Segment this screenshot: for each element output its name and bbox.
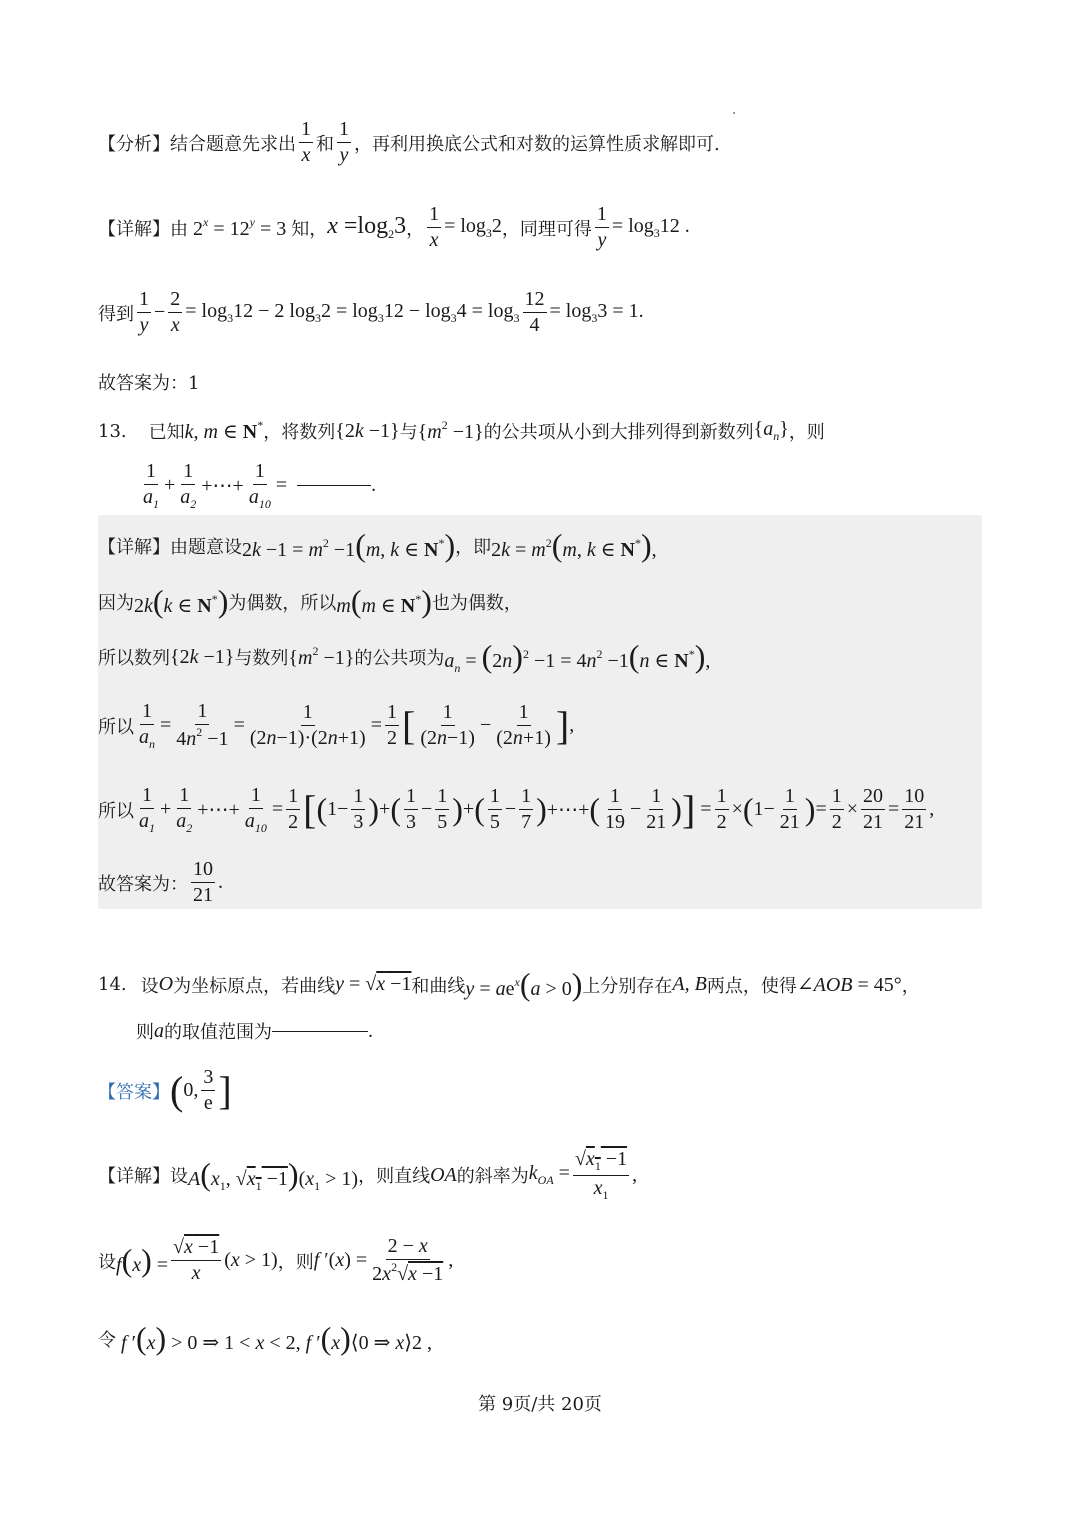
question-14-line-2: 则 a 的取值范围为 . (136, 1019, 373, 1043)
frac-1-4n2: $\frac{1}{4n^2 -1}$ (176, 700, 229, 751)
sol13-seq-b: $\{m^2 -1\}$ (288, 644, 355, 669)
sol13-l2-c: 也为偶数， (431, 592, 522, 614)
sol13-eq-4: m(m ∈ N*) (336, 583, 432, 619)
sol14-fprime: f ′(x) = (313, 1249, 368, 1271)
frac-1-a2: $\frac{1}{a_2}$ (180, 460, 197, 511)
detail2-text-a: 得到 (98, 303, 134, 325)
q14-line2-a: 则 (136, 1022, 154, 1043)
frac-fprime: $\frac{2 - x}{2x^2√x -1}$ (372, 1235, 444, 1285)
frac-1-a1: $\frac{1}{a_1}$ (143, 460, 159, 511)
answer-line-1 (98, 369, 199, 395)
q14-curve-2: $y = ae^x(a > 0)$ (465, 966, 583, 1002)
frac-s-a1: $\frac{1}{a_1}$ (139, 784, 155, 835)
answer-14-label: 【答案】 (98, 1081, 170, 1103)
detail-label: 【详解】 (98, 218, 170, 240)
eq-chain-a: = $\log_312 - 2$ $\log_32 = \log_312 - \log_34 = \log_3$ (185, 299, 520, 325)
q13-text-d: 的公共项从小到大排列得到新数列 (483, 422, 754, 443)
eq-x-log: $x =\log_23$ (327, 213, 407, 241)
frac-half-b: $\frac{1}{2}$ (716, 785, 727, 834)
sol13-line-3 (98, 638, 710, 676)
sol14-line-1: 【详解】 设 $A(x_1$, $√x_1 -1)(x_1 > 1)$ ，则直线 OA 的斜率为 $k_{OA}$ = $\frac{√x_1 -1}{x_1}$ , (98, 1148, 638, 1202)
sol13-l1-a: 由题意设 (170, 536, 242, 558)
frac-1-over-x-b: $\frac{1}{x}$ (429, 203, 440, 251)
sol13-line-1 (98, 527, 657, 564)
frac-1-y: $\frac{1}{y}$ (139, 288, 149, 336)
q14-curve-1: y = √x −1 (335, 973, 412, 995)
q13-text-e: ，则 (788, 422, 825, 443)
frac-fx: $\frac{√x -1}{x}$ (173, 1236, 220, 1284)
q14-angle: ∠AOB = 45° (796, 974, 902, 996)
q14-text-d: 上分别存在 (582, 975, 673, 997)
q14-number: 14. (98, 974, 127, 995)
eq-log3-12: = $\log_312$ . (611, 214, 690, 240)
q14-text-b: 为坐标原点，若曲线 (173, 975, 336, 997)
sol14-monotonic: f ′(x) > 0 ⇒ 1 < x < 2, f ′(x)⟨0 ⇒ x⟩2 , (121, 1320, 433, 1356)
sol13-line-4: 所以 $\frac{1}{a_n}$ = $\frac{1}{4n^2 -1}$ = $\frac{1}{(2n-1)\cdot(2n+1)}$ = $\frac{1}{2}$ [ $\frac{1}{(2n-1)}$ − $\frac{1}{(2n+1)}$ ] , (98, 700, 575, 751)
frac-1-21: $\frac{1}{21}$ (646, 785, 667, 834)
detail-similarly: ，同理可得 (501, 218, 592, 240)
sol14-label: 【详解】 (98, 1166, 170, 1188)
frac-1-over-y: $\frac{1}{y}$ (339, 118, 349, 166)
q14-text-e: 两点，使得 (706, 975, 797, 997)
sol13-line-2 (98, 583, 522, 620)
sol14-oa: OA (430, 1163, 457, 1186)
answer-10-21: $\frac{10}{21}$ (193, 858, 213, 906)
q13-seq-an: $\{a_n\}$ (753, 418, 789, 443)
q14-origin: O (158, 973, 174, 995)
sol14-domain: (x > 1) (224, 1249, 278, 1271)
sol14-l1-a: 设 (170, 1166, 188, 1188)
question-13-line-1 (98, 418, 825, 444)
sol14-l2-a: 设 (98, 1251, 116, 1273)
sol13-l2-a: 因为 (98, 592, 134, 614)
sol14-l2-b: ，则 (277, 1251, 314, 1273)
sol13-l1-b: ，即 (455, 536, 492, 558)
q13-number: 13. (98, 420, 127, 442)
q14-text-a: 设 (140, 975, 159, 997)
detail-line-2: 得到 $\frac{1}{y}$ − $\frac{2}{x}$ = $\log_312 - 2$ $\log_32 = \log_312 - \log_34 = \log_3$ $\frac{12}{4}$ = $\log_33 = 1$. (98, 288, 644, 336)
sol14-line-2: 设 f(x) = $\frac{√x -1}{x}$ (x > 1) ，则 f ′(x) = $\frac{2 - x}{2x^2√x -1}$ , (98, 1235, 454, 1285)
sol13-eq-2: $2k = m^2(m$, k ∈ N*), (491, 527, 657, 563)
sol13-l2-b: 为偶数，所以 (228, 592, 337, 614)
sol13-eq-1: $2k -1 = m^2 -1(m$, k ∈ N*) (242, 527, 456, 563)
sol13-line-5: 所以 $\frac{1}{a_1}$ + $\frac{1}{a_2}$ +⋯+ $\frac{1}{a_{10}}$ = $\frac{1}{2}$ [ ( 1− $\frac{1}{3}$ ) + ( $\frac{1}{3}$ − $\frac{1}{5}$ ) + ( $\frac{1}{5}$ − $\frac{1}{7}$ ) +⋯+ ( $\frac{1}{19}$ − $\frac{1}{21}$ ) ] = $\frac{1}{2}$ × ( 1− $\frac{1}{21}$ ) = $\frac{1}{2}$ × $\frac{20}{21}$ = $\frac{10}{21}$ , (98, 784, 935, 835)
q13-text-a: 已知 (148, 422, 185, 443)
question-13-line-2: $\frac{1}{a_1}$ + $\frac{1}{a_2}$ +⋯+ $\frac{1}{a_{10}}$ = . (143, 460, 377, 511)
sol13-label: 【详解】 (98, 536, 170, 558)
q14-text-c: 和曲线 (411, 975, 466, 997)
analysis-text-b: ，再利用换底公式和对数的运算性质求解即可. (354, 133, 720, 155)
frac-1-5: $\frac{1}{5}$ (437, 785, 448, 834)
q13-set: k, m ∈ N* (184, 418, 264, 443)
frac-2-x: $\frac{2}{x}$ (170, 288, 181, 336)
sol13-l3-a: 所以数列 (98, 648, 170, 669)
frac-1-7: $\frac{1}{7}$ (521, 785, 532, 834)
frac-s-a2: $\frac{1}{a_2}$ (176, 784, 193, 835)
q13-text-c: 与 (399, 422, 418, 443)
sol13-eq-an: $a_n = (2n)^2 -1 = 4n^2 -1(n$ ∈ N*), (444, 638, 711, 675)
sol13-answer-line: 故答案为： $\frac{10}{21}$ . (98, 858, 223, 906)
q13-answer-blank (297, 485, 371, 486)
frac-1-2n-minus: $\frac{1}{(2n-1)}$ (420, 701, 475, 750)
frac-10-21: $\frac{10}{21}$ (904, 785, 925, 834)
frac-1-over-y-b: $\frac{1}{y}$ (596, 203, 607, 251)
answer-1: 故答案为：1 (98, 373, 200, 394)
q14-line2-b: 的取值范围为 (164, 1022, 272, 1043)
frac-slope: $\frac{√x_1 -1}{x_1}$ (574, 1148, 628, 1202)
frac-s-a10: $\frac{1}{a_{10}}$ (244, 784, 267, 835)
q14-answer-blank (272, 1031, 368, 1032)
question-14-line-1: 14. 设 O 为坐标原点，若曲线 y = √x −1 和曲线 $y = ae^x(a > 0)$ 上分别存在 A, B 两点，使得 ∠AOB = 45° ， (98, 966, 920, 1002)
eq-exponent: $2^x = 12^y = 3$ (188, 214, 292, 240)
analysis-text-a: 结合题意先求出 (170, 133, 296, 155)
frac-half-c: $\frac{1}{2}$ (831, 785, 842, 834)
analysis-and: 和 (316, 133, 334, 155)
frac-3-e: $\frac{3}{e}$ (203, 1066, 214, 1114)
frac-1-2n-plus: $\frac{1}{(2n+1)}$ (496, 701, 551, 750)
frac-half: $\frac{1}{2}$ (387, 701, 398, 750)
sol13-l4-a: 所以 (98, 716, 134, 738)
sol14-line-3 (98, 1320, 432, 1357)
q13-seq-2: $\{m^2 -1\}$ (417, 418, 484, 443)
frac-1-5b: $\frac{1}{5}$ (489, 785, 500, 834)
frac-1-product: $\frac{1}{(2n-1)\cdot(2n+1)}$ (249, 701, 366, 750)
sol13-seq-a: {2k −1} (170, 645, 235, 668)
sol14-l1-c: 的斜率为 (456, 1166, 529, 1188)
detail-line-1: 【详解】 由 $2^x = 12^y = 3$ 知， $x =\log_23$ ， $\frac{1}{x}$ = $\log_32$ ，同理可得 $\frac{1}{y}$ = $\log_312$ . (98, 203, 690, 251)
detail-text-a: 由 (170, 218, 188, 240)
sol14-point-a: $A(x_1$, $√x_1 -1)(x_1 > 1)$ (188, 1156, 359, 1194)
sol14-l3-a: 令 (98, 1329, 116, 1351)
eq-chain-b: = $\log_33 = 1$. (549, 299, 644, 325)
sol14-slope: $k_{OA}$ = (528, 1162, 570, 1188)
analysis-label: 【分析】 (98, 133, 170, 155)
q13-text-b: ，将数列 (263, 422, 336, 443)
sol13-eq-3: 2k(k ∈ N*) (134, 583, 229, 619)
frac-1-21b: $\frac{1}{21}$ (779, 785, 800, 834)
frac-1-3: $\frac{1}{3}$ (353, 785, 364, 834)
eq-log3-2: = $\log_32$ (444, 214, 502, 240)
frac-1-a10: $\frac{1}{a_{10}}$ (248, 460, 271, 511)
stray-mark (733, 112, 735, 114)
q14-points: A, B (672, 973, 707, 995)
sol13-l5-a: 所以 (98, 800, 134, 822)
sol13-answer-label: 故答案为： (98, 873, 188, 895)
page-footer: 第 9页/共 20页 (478, 1394, 602, 1415)
frac-1-19: $\frac{1}{19}$ (605, 785, 626, 834)
detail-know: 知， (291, 218, 328, 240)
q13-seq-1: {2k −1} (335, 419, 400, 442)
frac-12-4: $\frac{12}{4}$ (524, 288, 545, 336)
sol14-l1-b: ，则直线 (358, 1166, 431, 1188)
frac-1-an: $\frac{1}{a_n}$ (139, 700, 155, 751)
sol13-l3-c: 的公共项为 (354, 648, 445, 669)
answer-14-line: 【答案】 ( 0, $\frac{3}{e}$ ] (98, 1066, 232, 1114)
frac-20-21: $\frac{20}{21}$ (863, 785, 883, 834)
sol13-l3-b: 与数列 (234, 648, 289, 669)
analysis-line (98, 118, 720, 167)
q14-var-a: a (154, 1019, 164, 1042)
sol14-fx: f(x) = (116, 1242, 169, 1278)
frac-1-3b: $\frac{1}{3}$ (405, 785, 416, 834)
frac-1-over-x: $\frac{1}{x}$ (301, 118, 311, 166)
frac-s-half: $\frac{1}{2}$ (288, 785, 299, 834)
